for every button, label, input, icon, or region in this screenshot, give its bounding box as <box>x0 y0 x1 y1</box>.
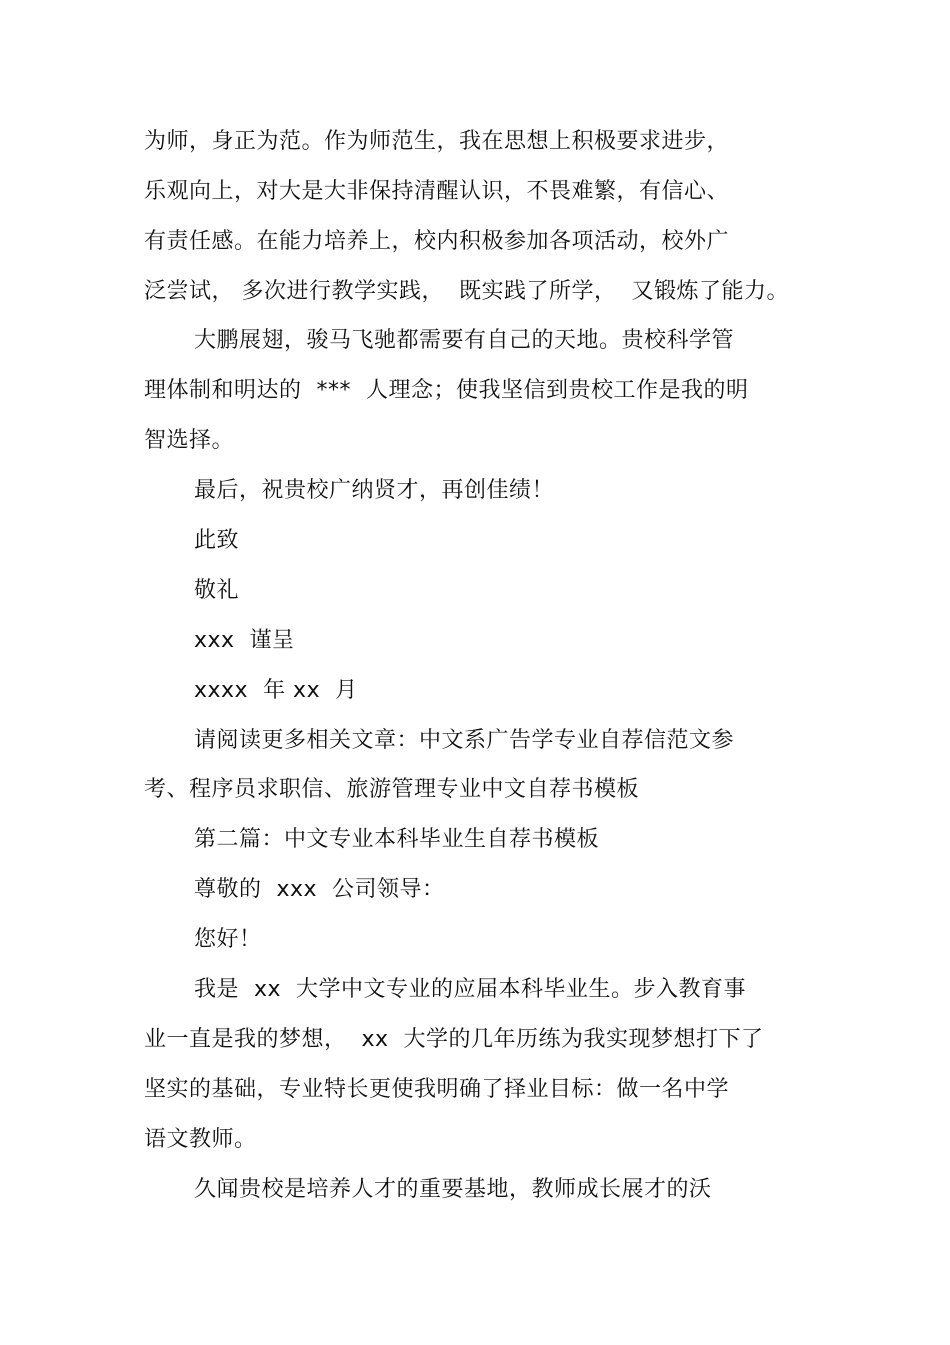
greeting-line: 您好！ <box>194 927 262 952</box>
related-articles: 考、程序员求职信、旅游管理专业中文自荐书模板 <box>144 777 640 802</box>
paragraph-line: 智选择。 <box>144 428 235 453</box>
paragraph-line: 坚实的基础，专业特长更使我明确了择业目标：做一名中学 <box>144 1077 730 1102</box>
signature-line: xxx 谨呈 <box>194 628 295 653</box>
section-title: 第二篇：中文专业本科毕业生自荐书模板 <box>194 827 600 852</box>
related-articles: 请阅读更多相关文章：中文系广告学专业自荐信范文参 <box>194 728 735 753</box>
paragraph-line: 乐观向上，对大是大非保持清醒认识，不畏难繁，有信心、 <box>144 179 730 204</box>
paragraph-line: 理体制和明达的 *** 人理念；使我坚信到贵校工作是我的明 <box>144 378 749 403</box>
paragraph-line: 为师，身正为范。作为师范生，我在思想上积极要求进步， <box>144 129 730 154</box>
salutation-line: 此致 <box>194 528 240 553</box>
salutation-line: 敬礼 <box>194 578 240 603</box>
paragraph-line: 有责任感。在能力培养上，校内积极参加各项活动，校外广 <box>144 229 730 254</box>
paragraph-line: 我是 xx 大学中文专业的应届本科毕业生。步入教育事 <box>194 977 747 1002</box>
closing-wish: 最后，祝贵校广纳贤才，再创佳绩！ <box>194 478 555 503</box>
paragraph-line: 语文教师。 <box>144 1127 257 1152</box>
paragraph-line: 久闻贵校是培养人才的重要基地，教师成长展才的沃 <box>194 1177 712 1202</box>
date-line: xxxx 年 xx 月 <box>194 678 358 703</box>
paragraph-line: 大鹏展翅，骏马飞驰都需要有自己的天地。贵校科学管 <box>194 328 735 353</box>
paragraph-line: 泛尝试， 多次进行教学实践， 既实践了所学， 又锻炼了能力。 <box>144 279 789 304</box>
paragraph-line: 业一直是我的梦想， xx 大学的几年历练为我实现梦想打下了 <box>144 1027 764 1052</box>
greeting-line: 尊敬的 xxx 公司领导： <box>194 877 445 902</box>
